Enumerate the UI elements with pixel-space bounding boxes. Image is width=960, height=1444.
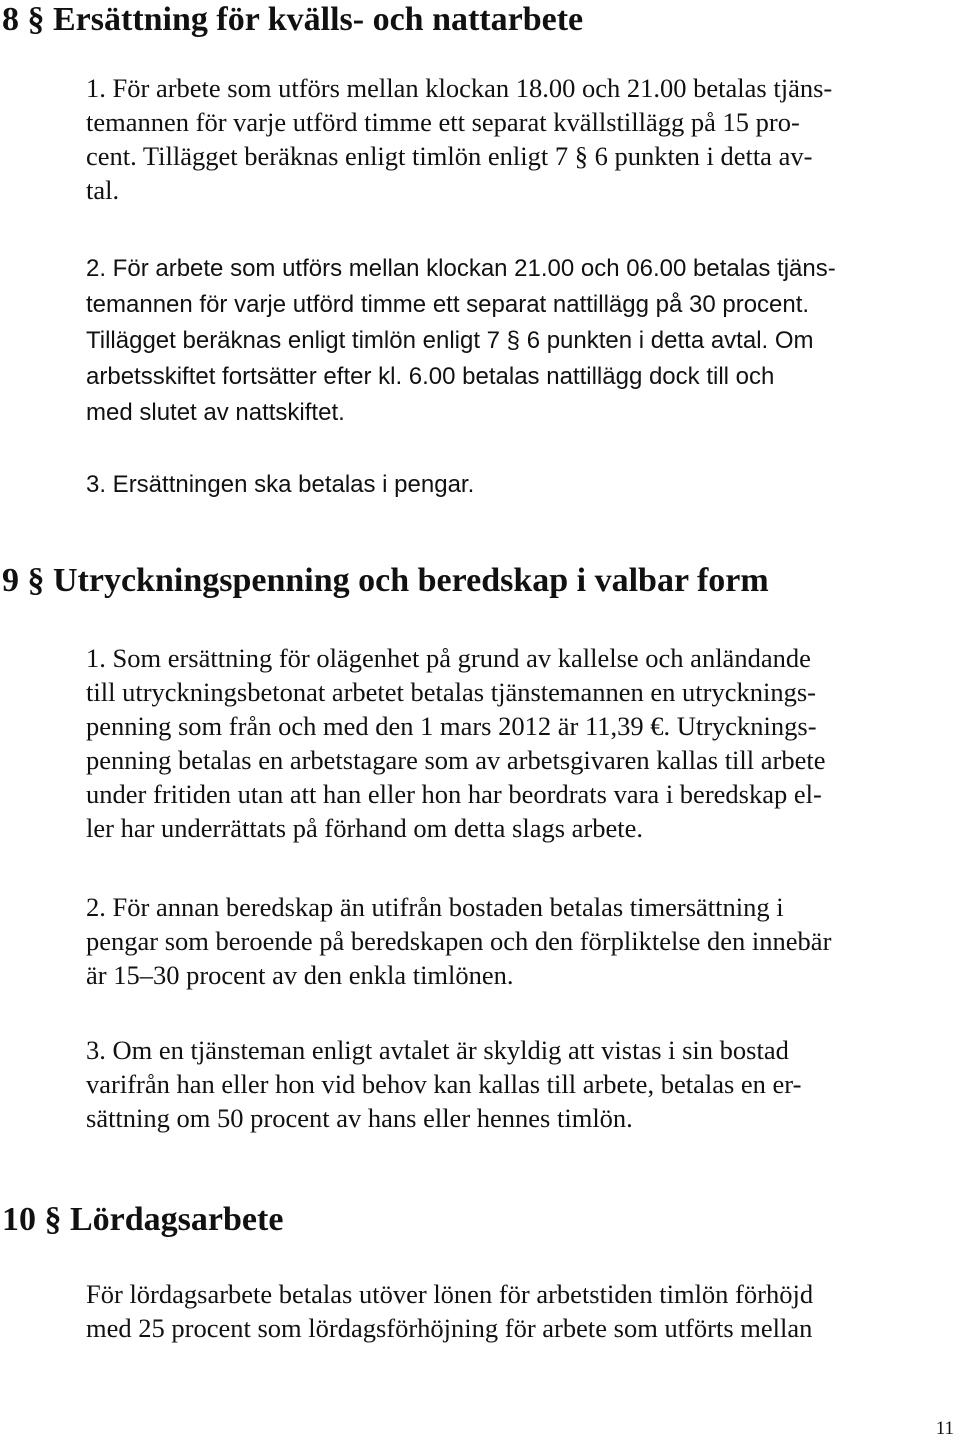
text-line: sättning om 50 procent av hans eller hennes timlön. [86,1103,633,1133]
section-10-heading: 10 § Lördagsarbete [2,1201,284,1238]
text-line: temannen för varje utförd timme ett separat nattillägg på 30 procent. [86,291,810,318]
text-line: till utryckningsbetonat arbetet betalas tjänstemannen en utrycknings- [86,677,817,707]
section-10-paragraph-1 [86,1277,813,1345]
text-line: penning betalas en arbetstagare som av arbetsgivaren kallas till arbete [86,745,826,775]
text-line: Tillägget beräknas enligt timlön enligt 7 § 6 punkten i detta avtal. Om [86,327,814,354]
section-9-paragraph-3 [86,1033,801,1135]
section-9-paragraph-2 [86,890,831,992]
section-9-paragraph-1 [86,641,826,845]
text-line: 3. Ersättningen ska betalas i pengar. [86,471,475,498]
text-line: 2. För annan beredskap än utifrån bostaden betalas timersättning i [86,892,784,922]
section-8-paragraph-3 [86,467,474,503]
text-line: pengar som beroende på beredskapen och den förpliktelse den innebär [86,926,832,956]
text-line: är 15–30 procent av den enkla timlönen. [86,960,514,990]
text-line: 3. Om en tjänsteman enligt avtalet är skyldig att vistas i sin bostad [86,1035,789,1065]
text-line: arbetsskiftet fortsätter efter kl. 6.00 betalas nattillägg dock till och [86,363,775,390]
section-8-paragraph-2 [86,251,836,431]
page-number: 11 [935,1418,954,1439]
text-line: cent. Tillägget beräknas enligt timlön enligt 7 § 6 punkten i detta av- [86,141,813,171]
text-line: under fritiden utan att han eller hon har beordrats vara i beredskap el- [86,779,822,809]
text-line: 2. För arbete som utförs mellan klockan 21.00 och 06.00 betalas tjäns- [86,255,836,282]
text-line: 1. Som ersättning för olägenhet på grund av kallelse och anländande [86,643,811,673]
text-line: tal. [86,175,120,205]
text-line: med slutet av nattskiftet. [86,399,345,426]
text-line: med 25 procent som lördagsförhöjning för arbete som utförts mellan [86,1313,813,1343]
text-line: temannen för varje utförd timme ett separat kvällstillägg på 15 pro- [86,107,800,137]
section-8-paragraph-1 [86,71,832,207]
text-line: ler har underrättats på förhand om detta slags arbete. [86,813,644,843]
text-line: 1. För arbete som utförs mellan klockan 18.00 och 21.00 betalas tjäns- [86,73,833,103]
text-line: varifrån han eller hon vid behov kan kallas till arbete, betalas en er- [86,1069,802,1099]
section-9-heading: 9 § Utryckningspenning och beredskap i valbar form [2,562,769,599]
text-line: För lördagsarbete betalas utöver lönen för arbetstiden timlön förhöjd [86,1279,814,1309]
text-line: penning som från och med den 1 mars 2012 är 11,39 €. Utrycknings- [86,711,817,741]
section-8-heading: 8 § Ersättning för kvälls- och nattarbete [2,1,584,38]
